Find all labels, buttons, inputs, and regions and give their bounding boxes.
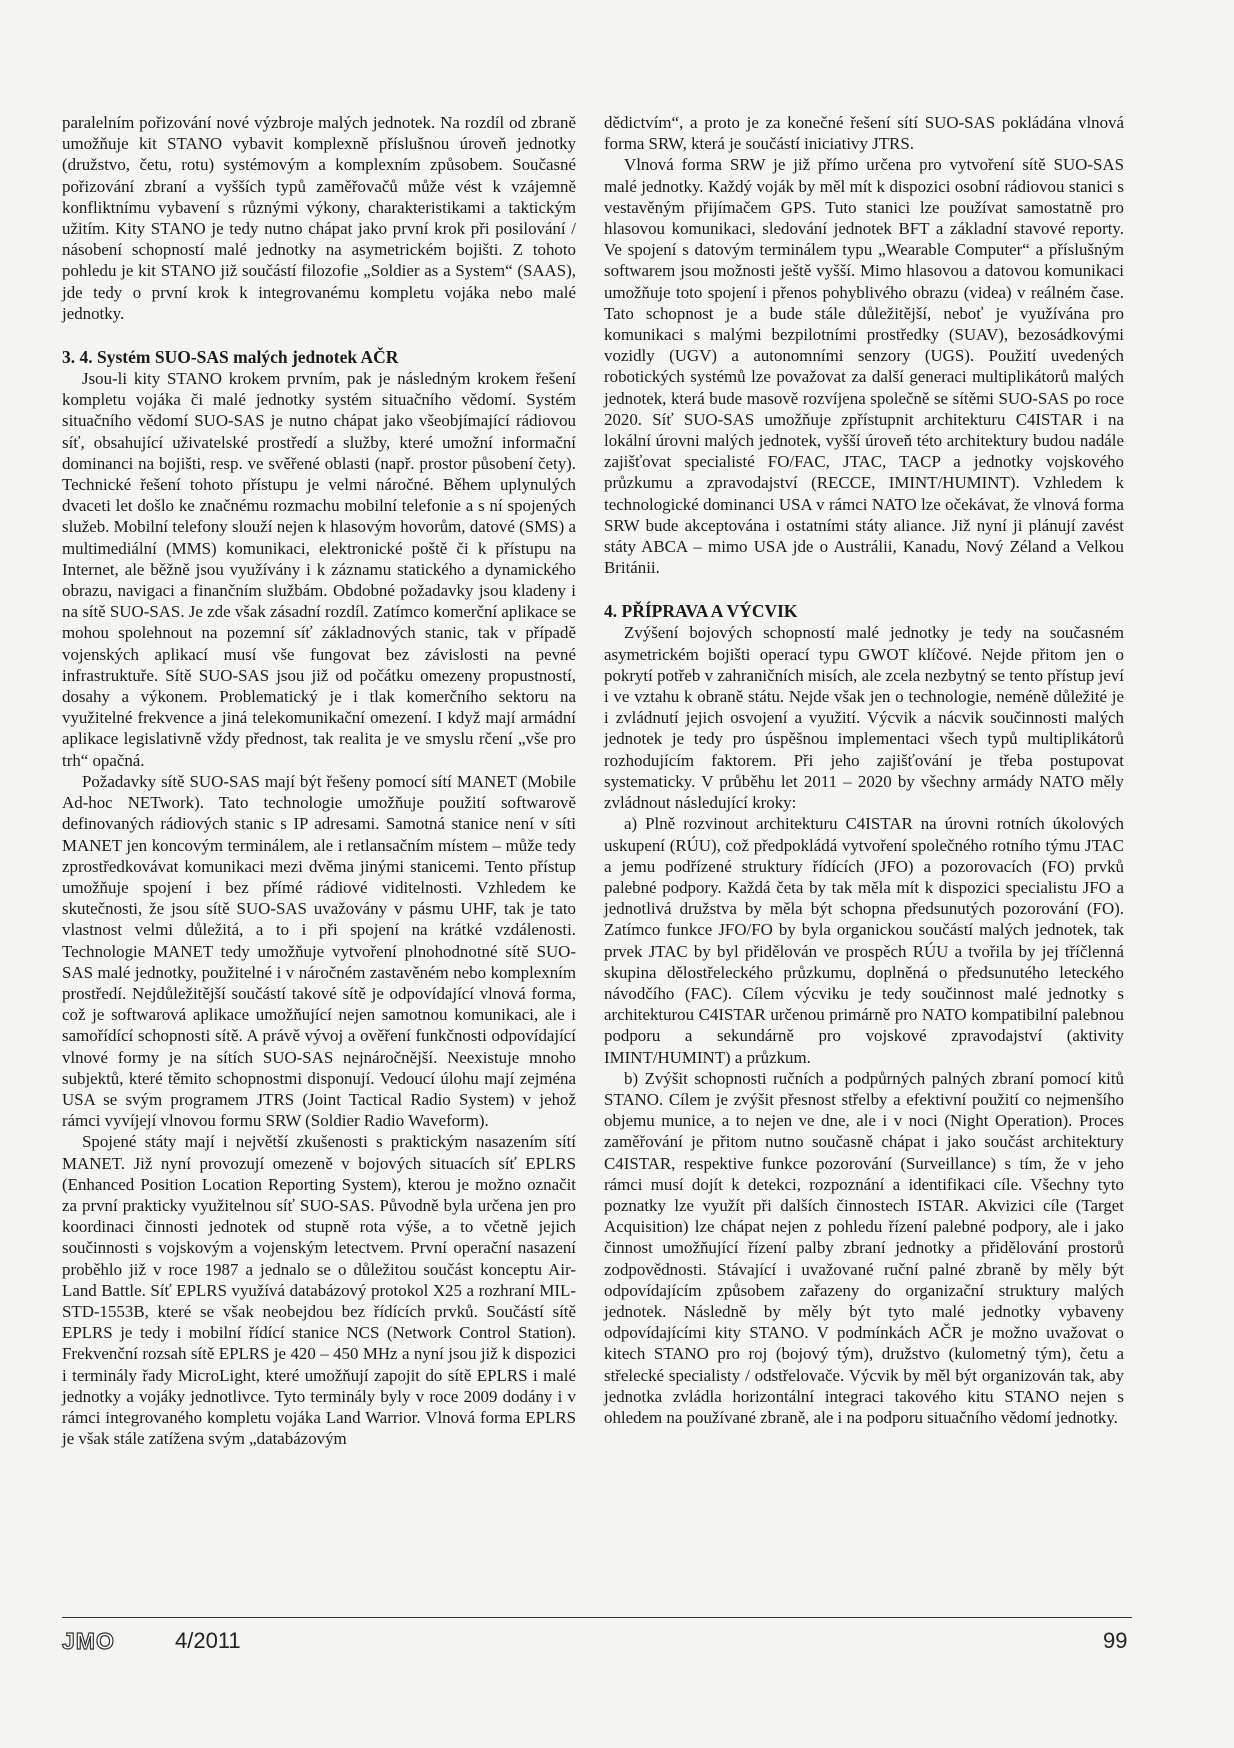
section-heading: 3. 4. Systém SUO-SAS malých jednotek AČR [62,347,399,368]
paragraph: Jsou-li kity STANO krokem prvním, pak je následným krokem řešení kompletu vojáka či malé jednotky systém situačního vědomí. Systém situačního vědomí SUO-SAS je nutno chápat jako všeobjímající rádiovou síť, obsahující uživatelské prostředí a služby, které umožní informační dominanci na bojišti, resp. ve svěřené oblasti (např. prostor působení čety). Technické řešení tohoto přístupu je velmi náročné. Během uplynulých dvaceti let došlo ke značnému rozmachu mobilní telefonie a s ní spojených služeb. Mobilní telefony slouží nejen k hlasovým hovorům, datové (SMS) a multimediální (MMS) komunikaci, elektronické poště či k přístupu na Internet, ale běžně jsou využívány i k záznamu statického a dynamického obrazu, navigaci a finančním službám. Obdobné požadavky jsou kladeny i na sítě SUO-SAS. Je zde však zásadní rozdíl. Zatímco komerční aplikace se mohou spolehnout na pozemní síť základnových stanic, tak v případě vojenských aplikací musí vše fungovat bez závislosti na pevné infrastruktuře. Sítě SUO-SAS jsou již od počátku omezeny propustností, dosahy a výkonem. Problematický je i tlak komerčního sektoru na využitelné frekvence a jiná telekomunikační omezení. I když mají armádní aplikace legislativně vždy přednost, tak realita je ve smyslu rčení „vše pro trh“ opačná. [62,369,576,770]
page-number: 99 [1103,1628,1128,1653]
section-heading: 4. PŘÍPRAVA A VÝCVIK [604,601,798,622]
paragraph: b) Zvýšit schopnosti ručních a podpůrných palných zbraní pomocí kitů STANO. Cílem je zvýšit přesnost střelby a efektivní použití co nejmenšího objemu munice, a to nejen ve dne, ale i v noci (Night Operation). Proces zaměřování je přitom nutno současně chápat i jako součást architektury C4ISTAR, respektive funkce pozorování (Surveillance) s tím, že v jeho rámci musí dojít k detekci, rozpoznání a identifikaci cíle. Všechny tyto poznatky lze využít při dalších činnostech ISTAR. Akvizici cíle (Target Acquisition) lze chápat nejen z pohledu řízení palebné podpory, ale i jako činnost umožňující řízení palby zbraní jednotky a přidělování prostorů zodpovědnosti. Stávající i uvažované ruční palné zbraně by měly být odpovídajícím způsobem zařazeny do organizační struktury malých jednotek. Následně by měly být tyto malé jednotky vybaveny odpovídajícími kity STANO. V podmínkách AČR je možno uvažovat o kitech STANO pro roj (bojový tým), družstvo (kulometný tým), četu a střelecké specialisty / odstřelovače. Výcvik by měl být organizován tak, aby jednotka zvládla horizontální integraci takového kitu STANO nejen s ohledem na používané zbraně, ale i na podporu situačního vědomí jednotky. [604,1068,1124,1427]
left-column [62,112,576,1449]
paragraph: paralelním pořizování nové výzbroje malých jednotek. Na rozdíl od zbraně umožňuje kit STANO vybavit komplexně příslušnou úroveň jednotky (družstvo, četu, rotu) systémovým a komplexním způsobem. Současné pořizování zbraní a vyšších typů zaměřovačů může vést k vzájemně konfliktnímu vybavení s různými výkony, charakteristikami a taktickým užitím. Kity STANO je tedy nutno chápat jako první krok při posilování / násobení schopností malé jednotky na asymetrickém bojišti. Z tohoto pohledu je kit STANO již součástí filozofie „Soldier as a System“ (SAAS), jde tedy o první krok k integrovanému kompletu vojáka nebo malé jednotky. [62,113,576,323]
paragraph: a) Plně rozvinout architekturu C4ISTAR na úrovni rotních úkolových uskupení (RÚU), což předpokládá vytvoření společného rotního týmu JTAC a jemu podřízené struktury řídících (JFO) a pozorovacích (FO) prvků palebné podpory. Každá četa by tak měla mít k dispozici specialistu JFO a jednotlivá družstva by měla být schopna předsunutých pozorování (FO). Zatímco funkce JFO/FO by byla organickou součástí malých jednotek, tak prvek JTAC by byl přidělován ve prospěch RÚU a tvořila by jej tříčlenná skupina dělostřeleckého průzkumu, doplněná o předsunutého leteckého návodčího (FAC). Cílem výcviku je tedy součinnost malé jednotky s architekturou C4ISTAR určenou primárně pro NATO kompatibilní palebnou podporu a sekundárně pro vojskové zpravodajství (aktivity IMINT/HUMINT) a průzkum. [604,814,1124,1067]
paragraph: Zvýšení bojových schopností malé jednotky je tedy na současném asymetrickém bojišti operací typu GWOT klíčové. Nejde přitom jen o pokrytí potřeb v zahraničních misích, ale zcela nezbytný se tento přístup jeví i ve vztahu k obraně státu. Nejde však jen o technologie, neméně důležité je i zvládnutí jejich osvojení a využití. Výcvik a nácvik součinnosti malých jednotek je tedy pro úspěšnou implementaci všech typů multiplikátorů rozhodujícím faktorem. Při jeho zajišťování je třeba postupovat systematicky. V průběhu let 2011 – 2020 by všechny armády NATO měly zvládnout následující kroky: [604,623,1124,813]
paragraph: Požadavky sítě SUO-SAS mají být řešeny pomocí sítí MANET (Mobile Ad-hoc NETwork). Tato technologie umožňuje použití softwarově definovaných rádiových stanic s IP adresami. Samotná stanice není v síti MANET jen koncovým terminálem, ale i retlansačním místem – může tedy zprostředkovávat komunikaci mezi dvěma jinými stanicemi. Tento přístup umožňuje spojení i bez přímé rádiové viditelnosti. Vzhledem ke skutečnosti, že jsou sítě SUO-SAS uvažovány v pásmu UHF, tak je tato vlastnost velmi důležitá, a to i při spojení na krátké vzdálenosti. Technologie MANET tedy umožňuje vytvoření plnohodnotné sítě SUO-SAS malé jednotky, použitelné i v náročném zastavěném nebo komplexním prostředí. Nejdůležitější součástí takové sítě je odpovídající vlnová forma, což je softwarová aplikace umožňující nejen samotnou komunikaci, ale i samořídící schopnosti sítě. A právě vývoj a ověření funkčnosti odpovídající vlnové formy je na sítích SUO-SAS nejnáročnější. Neexistuje mnoho subjektů, které těmito schopnostmi disponují. Vedoucí úlohu mají zejména USA se svým programem JTRS (Joint Tactical Radio System) v jehož rámci vyvíjejí vlnovou formu SRW (Soldier Radio Waveform). [62,771,576,1131]
footer-rule [62,1617,1132,1618]
paragraph: Vlnová forma SRW je již přímo určena pro vytvoření sítě SUO-SAS malé jednotky. Každý voják by měl mít k dispozici osobní rádiovou stanici s vestavěným přijímačem GPS. Tuto stanici lze používat samostatně pro hlasovou komunikaci, sledování jednotek BFT a základní stavové reporty. Ve spojení s datovým terminálem typu „Wearable Computer“ a příslušným softwarem jsou možnosti ještě vyšší. Mimo hlasovou a datovou komunikaci umožňuje toto spojení i přenos pohyblivého obrazu (videa) v reálném čase. Tato schopnost je a bude stále důležitější, neboť je využívána pro komunikaci s malými bezpilotními prostředky (SUAV), bezosádkovými vozidly (UGV) a autonomními senzory (UGS). Použití uvedených robotických systémů lze považovat za další generaci multiplikátorů malých jednotek, která bude masově rozvíjena společně se sítěmi SUO-SAS po roce 2020. Síť SUO-SAS umožňuje zpřístupnit architekturu C4ISTAR i na lokální úrovni malých jednotek, vyšší úroveň této architektury budou nadále zajišťovat specialisté FO/FAC, JTAC, TACP a jednotky vojskového průzkumu a zpravodajství (RECCE, IMINT/HUMINT). Vzhledem k technologické dominanci USA v rámci NATO lze očekávat, že vlnová forma SRW bude akceptována i ostatními státy aliance. Již nyní ji plánují zavést státy ABCA – mimo USA jde o Austrálii, Kanadu, Nový Zéland a Velkou Británii. [604,155,1124,578]
issue-number: 4/2011 [175,1628,241,1653]
journal-logo: JMO [62,1628,115,1654]
right-column [604,112,1124,1428]
paragraph: Spojené státy mají i největší zkušenosti s praktickým nasazením sítí MANET. Již nyní provozují omezeně v bojových situacích síť EPLRS (Enhanced Position Location Reporting System), kterou je možno označit za první prakticky využitelnou síť SUO-SAS. Původně byla určena jen pro koordinaci činnosti jednotek od stupně rota výše, a to včetně jejich součinnosti s vojskovým a vojenským letectvem. První operační nasazení proběhlo již v roce 1987 a jednalo se o důležitou součást konceptu Air-Land Battle. Síť EPLRS využívá databázový protokol X25 a rozhraní MIL-STD-1553B, které se však neobejdou bez řídících prvků. Součástí sítě EPLRS je tedy i mobilní řídící stanice NCS (Network Control Station). Frekvenční rozsah sítě EPLRS je 420 – 450 MHz a nyní jsou již k dispozici i terminály řady MicroLight, které umožňují zapojit do sítě EPLRS i malé jednotky a vojáky jednotlivce. Tyto terminály byly v roce 2009 dodány i v rámci integrovaného kompletu vojáka Land Warrior. Vlnová forma EPLRS je však stále zatížena svým „databázovým [62,1132,576,1449]
paragraph: dědictvím“, a proto je za konečné řešení sítí SUO-SAS pokládána vlnová forma SRW, která je součástí iniciativy JTRS. [604,113,1124,154]
